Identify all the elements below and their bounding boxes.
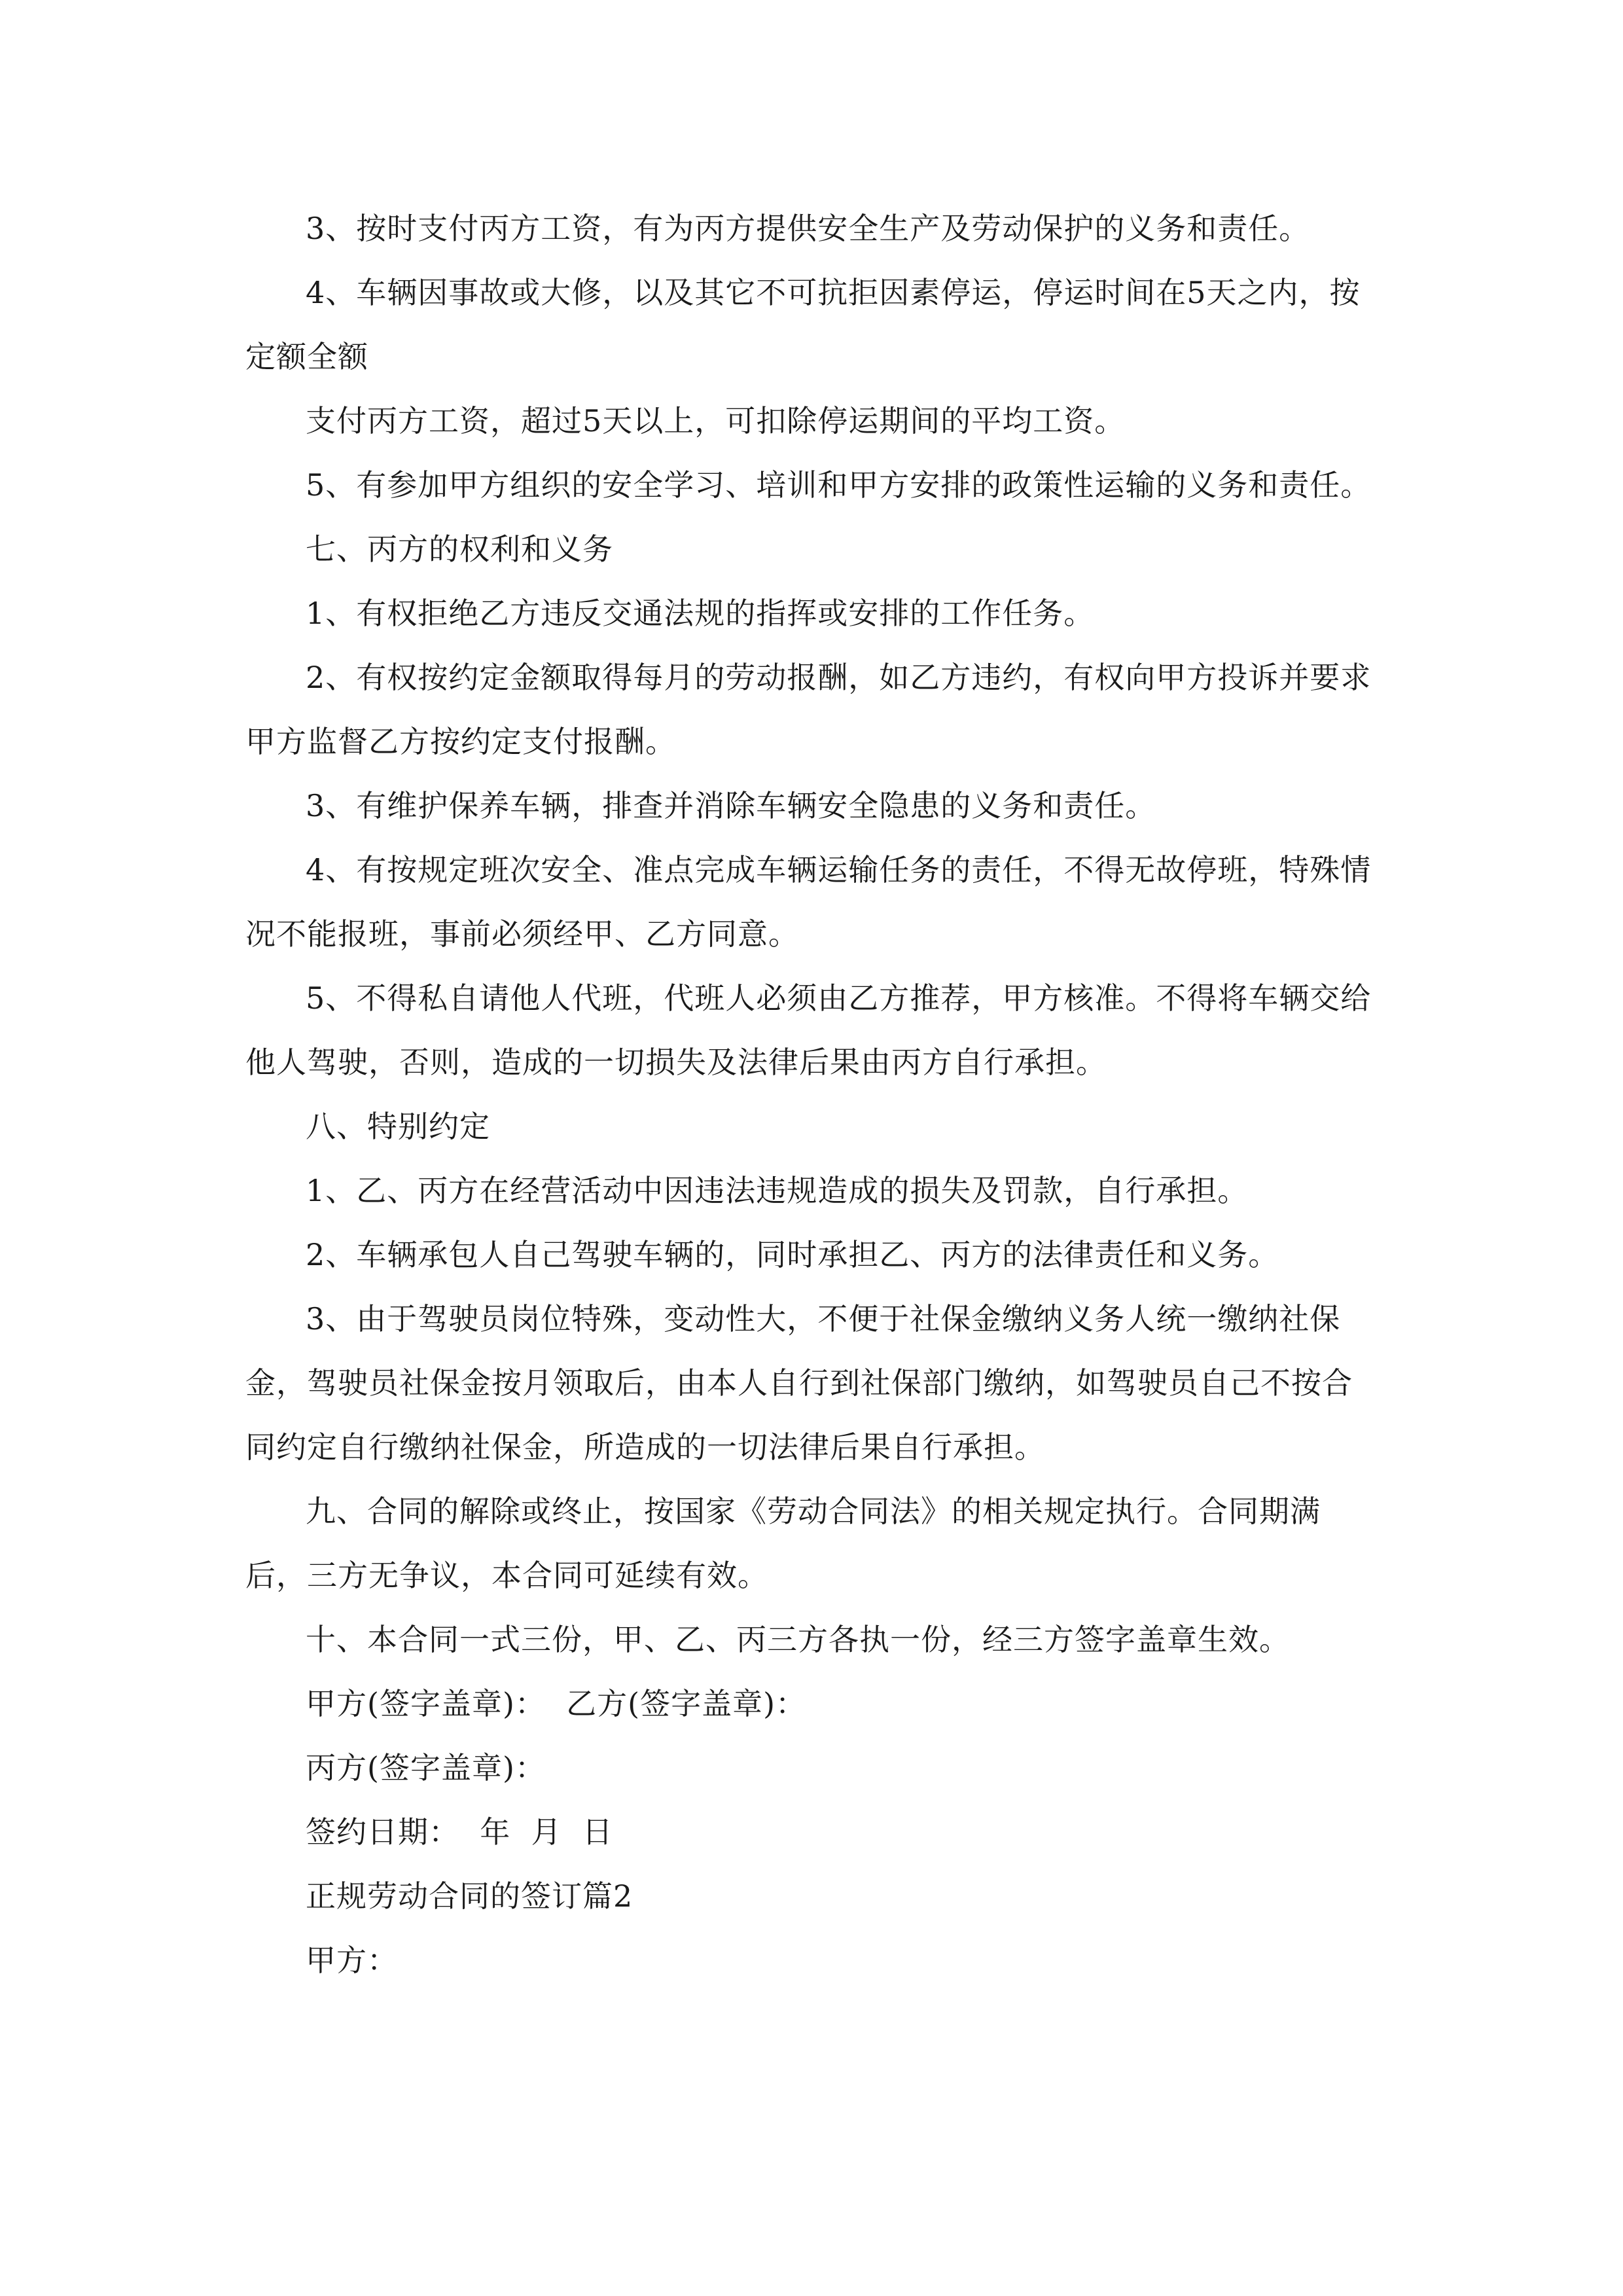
clause-copies: 十、本合同一式三份，甲、乙、丙三方各执一份，经三方签字盖章生效。	[306, 1622, 1290, 1657]
clause-no-substitute-driver: 5、不得私自请他人代班，代班人必须由乙方推荐，甲方核准。不得将车辆交给他人驾驶，否则，造成的一切损失及法律后果由丙方自行承担。	[245, 980, 1372, 1080]
section-heading-special-agreement: 八、特别约定	[306, 1109, 490, 1144]
document-body	[245, 196, 1378, 1992]
clause-refuse-violations: 1、有权拒绝乙方违反交通法规的指挥或安排的工作任务。	[306, 596, 1095, 631]
next-section-title: 正规劳动合同的签订篇2	[306, 1878, 633, 1914]
signature-row-a-b	[245, 1672, 1378, 1736]
signature-party-a: 甲方(签字盖章)：	[306, 1686, 546, 1721]
clause-vehicle-downtime: 4、车辆因事故或大修，以及其它不可抗拒因素停运，停运时间在5天之内，按定额全额	[245, 275, 1361, 374]
clause-social-insurance: 3、由于驾驶员岗位特殊，变动性大，不便于社保金缴纳义务人统一缴纳社保金，驾驶员社保金按月领取后，由本人自行到社保部门缴纳，如驾驶员自己不按合同约定自行缴纳社保金，所造成的一切法律后果自行承担。	[245, 1301, 1353, 1465]
signature-party-c: 丙方(签字盖章)：	[306, 1750, 546, 1785]
clause-pay-wages: 3、按时支付丙方工资，有为丙方提供安全生产及劳动保护的义务和责任。	[306, 211, 1310, 246]
clause-violation-losses: 1、乙、丙方在经营活动中因违法违规造成的损失及罚款，自行承担。	[306, 1173, 1249, 1208]
clause-downtime-wages: 支付丙方工资，超过5天以上，可扣除停运期间的平均工资。	[306, 403, 1126, 439]
next-section-party-a: 甲方：	[306, 1943, 398, 1978]
signature-date: 签约日期： 年 月 日	[306, 1814, 613, 1850]
clause-remuneration: 2、有权按约定金额取得每月的劳动报酬，如乙方违约，有权向甲方投诉并要求甲方监督乙方按约定支付报酬。	[245, 660, 1372, 759]
signature-party-b: 乙方(签字盖章)：	[566, 1686, 807, 1721]
clause-termination: 九、合同的解除或终止，按国家《劳动合同法》的相关规定执行。合同期满后，三方无争议，本合同可延续有效。	[245, 1494, 1321, 1593]
clause-scheduled-service: 4、有按规定班次安全、准点完成车辆运输任务的责任，不得无故停班，特殊情况不能报班，事前必须经甲、乙方同意。	[245, 852, 1372, 952]
section-heading-party-c-rights: 七、丙方的权利和义务	[306, 531, 613, 567]
clause-safety-training: 5、有参加甲方组织的安全学习、培训和甲方安排的政策性运输的义务和责任。	[306, 467, 1372, 503]
clause-vehicle-maintenance: 3、有维护保养车辆，排查并消除车辆安全隐患的义务和责任。	[306, 788, 1156, 823]
clause-contractor-driving: 2、车辆承包人自己驾驶车辆的，同时承担乙、丙方的法律责任和义务。	[306, 1237, 1279, 1272]
